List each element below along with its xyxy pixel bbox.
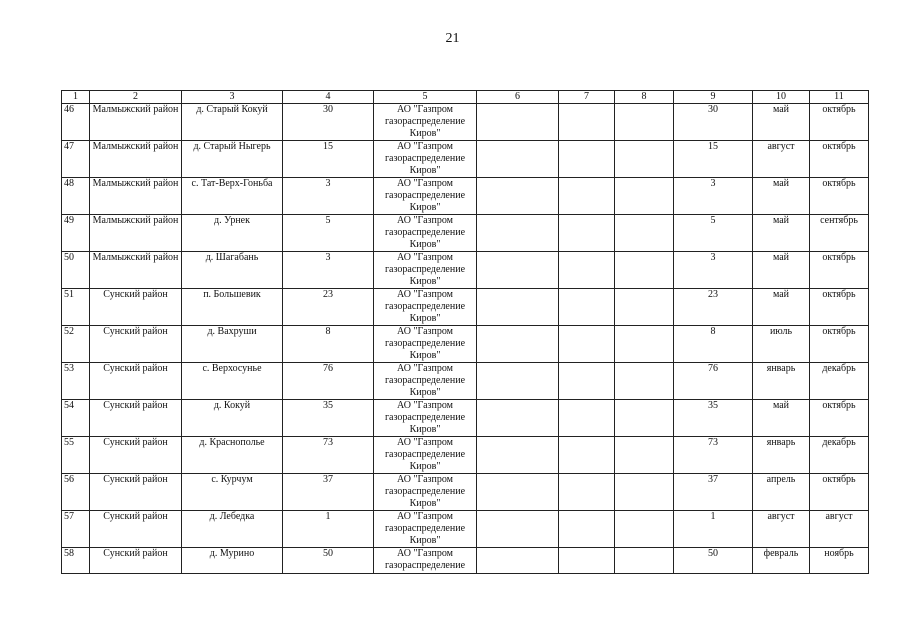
end-month-cell: декабрь	[810, 437, 869, 474]
end-month-cell: декабрь	[810, 363, 869, 400]
table-row	[62, 511, 869, 548]
district-cell: Сунский район	[90, 363, 182, 400]
count-cell: 8	[283, 326, 374, 363]
end-month-cell: октябрь	[810, 178, 869, 215]
district-cell: Малмыжский район	[90, 178, 182, 215]
settlement-cell: д. Старый Кокуй	[182, 104, 283, 141]
table-row	[62, 363, 869, 400]
col6-cell	[477, 437, 559, 474]
row-number: 55	[62, 437, 90, 474]
company-cell: АО "Газпром газораспределение Киров"	[374, 289, 477, 326]
row-number: 58	[62, 548, 90, 574]
col8-cell	[615, 289, 674, 326]
header-row	[62, 91, 869, 104]
company-cell: АО "Газпром газораспределение Киров"	[374, 252, 477, 289]
col6-cell	[477, 400, 559, 437]
col9-cell: 37	[674, 474, 753, 511]
company-cell: АО "Газпром газораспределение	[374, 548, 477, 574]
table-row	[62, 289, 869, 326]
district-cell: Малмыжский район	[90, 141, 182, 178]
count-cell: 37	[283, 474, 374, 511]
company-cell: АО "Газпром газораспределение Киров"	[374, 363, 477, 400]
table-row	[62, 104, 869, 141]
column-header-1: 1	[62, 91, 90, 104]
row-number: 46	[62, 104, 90, 141]
col8-cell	[615, 511, 674, 548]
district-cell: Сунский район	[90, 474, 182, 511]
count-cell: 23	[283, 289, 374, 326]
col8-cell	[615, 400, 674, 437]
company-cell: АО "Газпром газораспределение Киров"	[374, 437, 477, 474]
col8-cell	[615, 437, 674, 474]
column-header-10: 10	[753, 91, 810, 104]
settlement-cell: с. Курчум	[182, 474, 283, 511]
col9-cell: 5	[674, 215, 753, 252]
column-header-7: 7	[559, 91, 615, 104]
col9-cell: 15	[674, 141, 753, 178]
end-month-cell: август	[810, 511, 869, 548]
col6-cell	[477, 474, 559, 511]
district-cell: Малмыжский район	[90, 215, 182, 252]
count-cell: 3	[283, 178, 374, 215]
col9-cell: 3	[674, 178, 753, 215]
settlement-cell: д. Мурино	[182, 548, 283, 574]
company-cell: АО "Газпром газораспределение Киров"	[374, 400, 477, 437]
gasification-table	[61, 90, 869, 574]
row-number: 50	[62, 252, 90, 289]
start-month-cell: май	[753, 178, 810, 215]
start-month-cell: январь	[753, 363, 810, 400]
col6-cell	[477, 289, 559, 326]
col6-cell	[477, 548, 559, 574]
col7-cell	[559, 363, 615, 400]
table-body	[62, 104, 869, 574]
col9-cell: 50	[674, 548, 753, 574]
column-header-6: 6	[477, 91, 559, 104]
end-month-cell: октябрь	[810, 252, 869, 289]
count-cell: 35	[283, 400, 374, 437]
start-month-cell: январь	[753, 437, 810, 474]
company-cell: АО "Газпром газораспределение Киров"	[374, 104, 477, 141]
company-cell: АО "Газпром газораспределение Киров"	[374, 178, 477, 215]
count-cell: 73	[283, 437, 374, 474]
settlement-cell: д. Кокуй	[182, 400, 283, 437]
start-month-cell: август	[753, 141, 810, 178]
row-number: 54	[62, 400, 90, 437]
col6-cell	[477, 215, 559, 252]
col8-cell	[615, 252, 674, 289]
end-month-cell: октябрь	[810, 141, 869, 178]
table-row	[62, 437, 869, 474]
table-row	[62, 326, 869, 363]
end-month-cell: ноябрь	[810, 548, 869, 574]
col7-cell	[559, 474, 615, 511]
table-header	[62, 91, 869, 104]
end-month-cell: октябрь	[810, 400, 869, 437]
start-month-cell: май	[753, 252, 810, 289]
table-row	[62, 178, 869, 215]
col7-cell	[559, 548, 615, 574]
col6-cell	[477, 104, 559, 141]
start-month-cell: май	[753, 215, 810, 252]
settlement-cell: п. Большевик	[182, 289, 283, 326]
row-number: 52	[62, 326, 90, 363]
end-month-cell: октябрь	[810, 289, 869, 326]
column-header-8: 8	[615, 91, 674, 104]
district-cell: Сунский район	[90, 548, 182, 574]
col7-cell	[559, 141, 615, 178]
column-header-9: 9	[674, 91, 753, 104]
row-number: 51	[62, 289, 90, 326]
col6-cell	[477, 178, 559, 215]
row-number: 53	[62, 363, 90, 400]
start-month-cell: май	[753, 400, 810, 437]
district-cell: Сунский район	[90, 289, 182, 326]
settlement-cell: д. Старый Ныгерь	[182, 141, 283, 178]
column-header-11: 11	[810, 91, 869, 104]
col7-cell	[559, 437, 615, 474]
col9-cell: 30	[674, 104, 753, 141]
col9-cell: 73	[674, 437, 753, 474]
start-month-cell: май	[753, 289, 810, 326]
count-cell: 50	[283, 548, 374, 574]
col7-cell	[559, 178, 615, 215]
district-cell: Малмыжский район	[90, 252, 182, 289]
row-number: 47	[62, 141, 90, 178]
col9-cell: 8	[674, 326, 753, 363]
col6-cell	[477, 363, 559, 400]
start-month-cell: апрель	[753, 474, 810, 511]
count-cell: 3	[283, 252, 374, 289]
start-month-cell: июль	[753, 326, 810, 363]
col9-cell: 23	[674, 289, 753, 326]
district-cell: Малмыжский район	[90, 104, 182, 141]
table-row	[62, 141, 869, 178]
col7-cell	[559, 289, 615, 326]
company-cell: АО "Газпром газораспределение Киров"	[374, 215, 477, 252]
settlement-cell: д. Вахруши	[182, 326, 283, 363]
table-row	[62, 400, 869, 437]
col6-cell	[477, 252, 559, 289]
col9-cell: 35	[674, 400, 753, 437]
district-cell: Сунский район	[90, 326, 182, 363]
col9-cell: 76	[674, 363, 753, 400]
col8-cell	[615, 141, 674, 178]
settlement-cell: с. Тат-Верх-Гоньба	[182, 178, 283, 215]
settlement-cell: д. Урнек	[182, 215, 283, 252]
row-number: 56	[62, 474, 90, 511]
company-cell: АО "Газпром газораспределение Киров"	[374, 474, 477, 511]
company-cell: АО "Газпром газораспределение Киров"	[374, 326, 477, 363]
column-header-5: 5	[374, 91, 477, 104]
col8-cell	[615, 363, 674, 400]
col7-cell	[559, 511, 615, 548]
col9-cell: 3	[674, 252, 753, 289]
col8-cell	[615, 548, 674, 574]
start-month-cell: февраль	[753, 548, 810, 574]
col7-cell	[559, 104, 615, 141]
column-header-2: 2	[90, 91, 182, 104]
company-cell: АО "Газпром газораспределение Киров"	[374, 141, 477, 178]
count-cell: 5	[283, 215, 374, 252]
company-cell: АО "Газпром газораспределение Киров"	[374, 511, 477, 548]
row-number: 49	[62, 215, 90, 252]
col8-cell	[615, 104, 674, 141]
district-cell: Сунский район	[90, 437, 182, 474]
col7-cell	[559, 215, 615, 252]
col6-cell	[477, 141, 559, 178]
end-month-cell: октябрь	[810, 474, 869, 511]
col6-cell	[477, 511, 559, 548]
count-cell: 1	[283, 511, 374, 548]
table-row	[62, 215, 869, 252]
col7-cell	[559, 326, 615, 363]
column-header-3: 3	[182, 91, 283, 104]
settlement-cell: д. Лебедка	[182, 511, 283, 548]
end-month-cell: октябрь	[810, 104, 869, 141]
col8-cell	[615, 215, 674, 252]
start-month-cell: май	[753, 104, 810, 141]
count-cell: 30	[283, 104, 374, 141]
end-month-cell: сентябрь	[810, 215, 869, 252]
end-month-cell: октябрь	[810, 326, 869, 363]
col7-cell	[559, 252, 615, 289]
col8-cell	[615, 178, 674, 215]
count-cell: 76	[283, 363, 374, 400]
table-row	[62, 474, 869, 511]
col8-cell	[615, 326, 674, 363]
district-cell: Сунский район	[90, 511, 182, 548]
row-number: 57	[62, 511, 90, 548]
col8-cell	[615, 474, 674, 511]
column-header-4: 4	[283, 91, 374, 104]
settlement-cell: с. Верхосунье	[182, 363, 283, 400]
district-cell: Сунский район	[90, 400, 182, 437]
settlement-cell: д. Краснополье	[182, 437, 283, 474]
col9-cell: 1	[674, 511, 753, 548]
page-number: 21	[445, 31, 460, 46]
table-row	[62, 548, 869, 574]
start-month-cell: август	[753, 511, 810, 548]
table-row	[62, 252, 869, 289]
col7-cell	[559, 400, 615, 437]
row-number: 48	[62, 178, 90, 215]
col6-cell	[477, 326, 559, 363]
count-cell: 15	[283, 141, 374, 178]
settlement-cell: д. Шагабань	[182, 252, 283, 289]
